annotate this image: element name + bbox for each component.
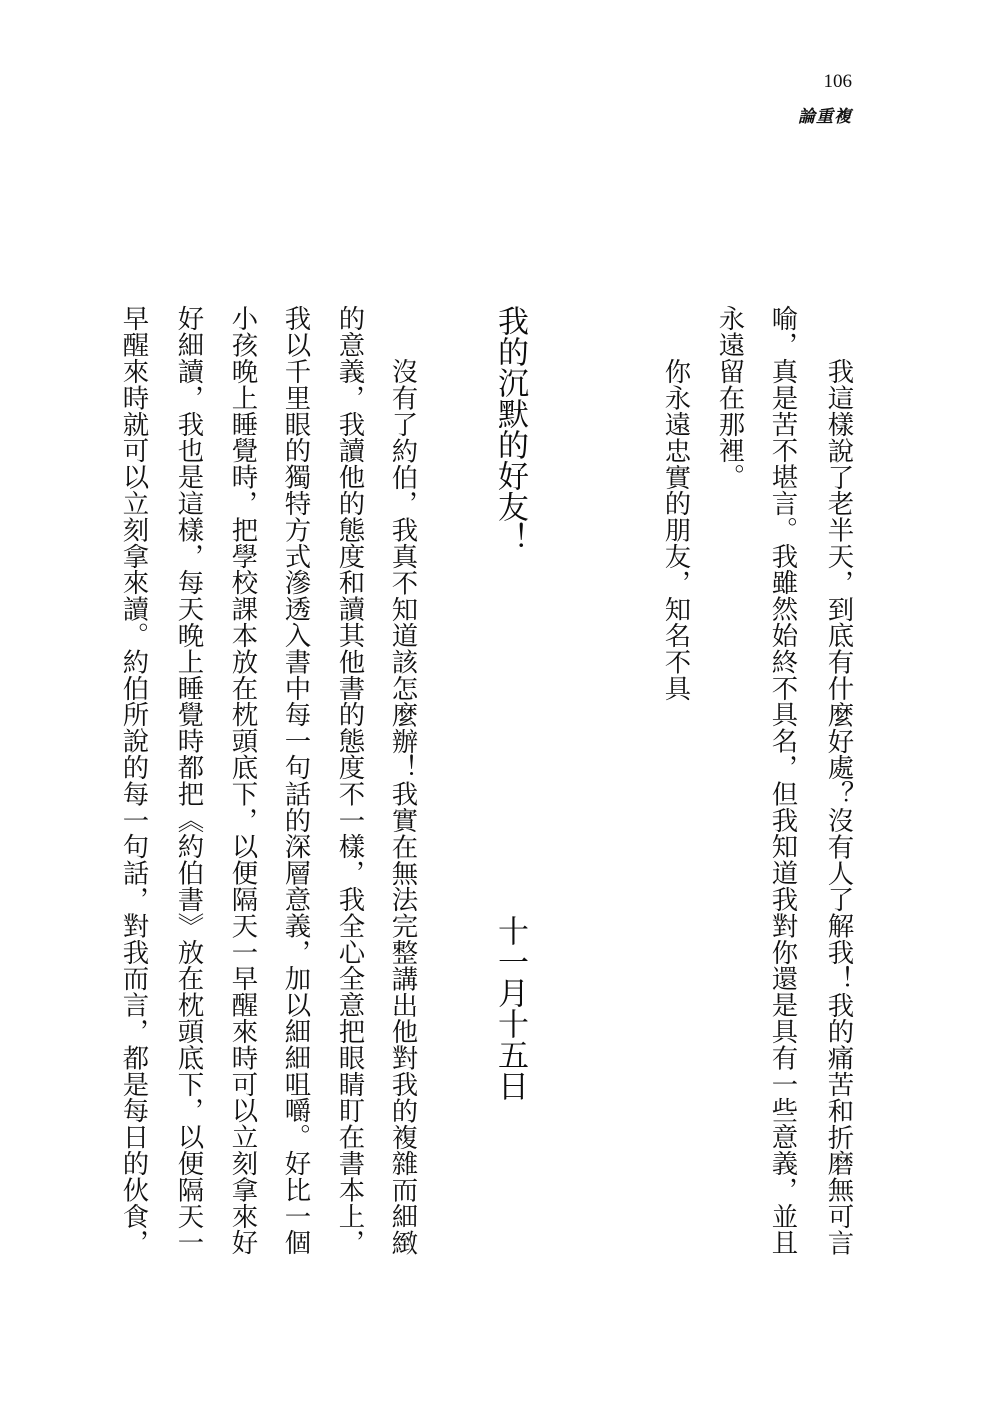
section-date: 十一月十五日: [492, 915, 528, 1101]
body-line: 小孩晚上睡覺時，把學校課本放在枕頭底下，以便隔天一早醒來時可以立刻拿來好: [227, 305, 258, 1256]
section-heading: 我的沉默的好友！: [492, 305, 528, 553]
body-line: 喻，真是苦不堪言。我雖然始終不具名，但我知道我對你還是具有一些意義，並且: [767, 305, 798, 1256]
body-line: 的意義，我讀他的態度和讀其他書的態度不一樣，我全心全意把眼睛盯在書本上，: [334, 305, 365, 1256]
page-number: 106: [823, 71, 852, 92]
body-line: 好細讀，我也是這樣，每天晚上睡覺時都把《約伯書》放在枕頭底下，以便隔天一: [173, 305, 204, 1256]
body-line: 永遠留在那裡。: [714, 305, 745, 490]
body-line: 早醒來時就可以立刻拿來讀。約伯所說的每一句話，對我而言，都是每日的伙食，: [118, 305, 149, 1256]
running-title: 論重複: [798, 107, 852, 127]
body-line: 我這樣說了老半天，到底有什麼好處？沒有人了解我！我的痛苦和折磨無可言: [823, 358, 854, 1256]
body-line: 我以千里眼的獨特方式滲透入書中每一句話的深層意義，加以細細咀嚼。好比一個: [280, 305, 311, 1256]
closing-signature: 你永遠忠實的朋友，知名不具: [660, 358, 691, 702]
body-line: 沒有了約伯，我真不知道該怎麼辦！我實在無法完整講出他對我的複雜而細緻: [387, 358, 418, 1256]
